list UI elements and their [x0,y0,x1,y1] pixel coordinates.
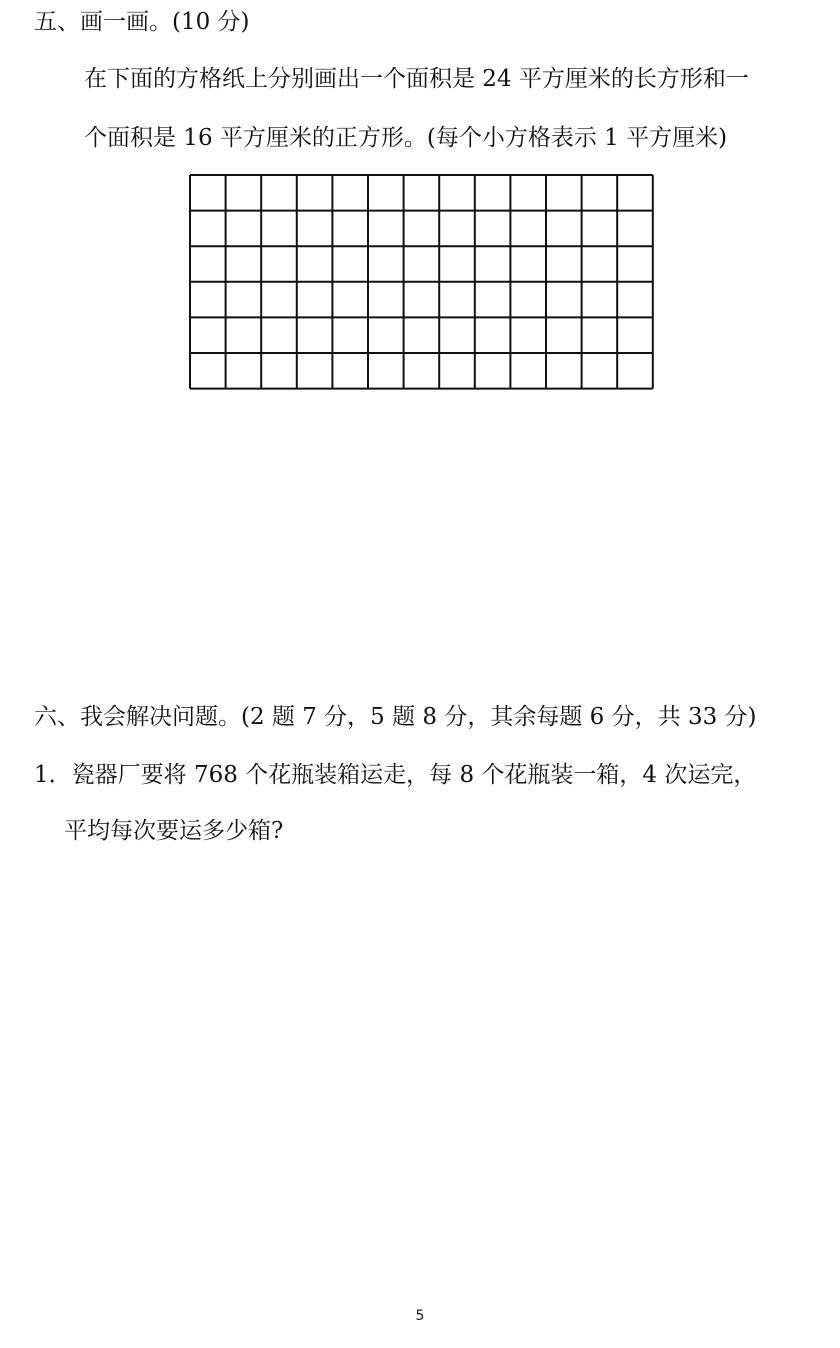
section-5-instruction-line-1: 在下面的方格纸上分别画出一个面积是 24 平方厘米的长方形和一 [84,66,749,92]
page-number: 5 [415,1308,425,1324]
section-6-heading: 六、我会解决问题。(2 题 7 分，5 题 8 分，其余每题 6 分，共 33 分) [34,704,757,730]
square-grid-paper[interactable] [188,173,656,391]
question-1-line-2: 平均每次要运多少箱? [64,818,284,844]
section-5-heading: 五、画一画。(10 分) [34,9,250,35]
question-1-line-1: 1．瓷器厂要将 768 个花瓶装箱运走，每 8 个花瓶装一箱，4 次运完， [34,762,757,788]
section-5-instruction-line-2: 个面积是 16 平方厘米的正方形。(每个小方格表示 1 平方厘米) [84,125,728,151]
